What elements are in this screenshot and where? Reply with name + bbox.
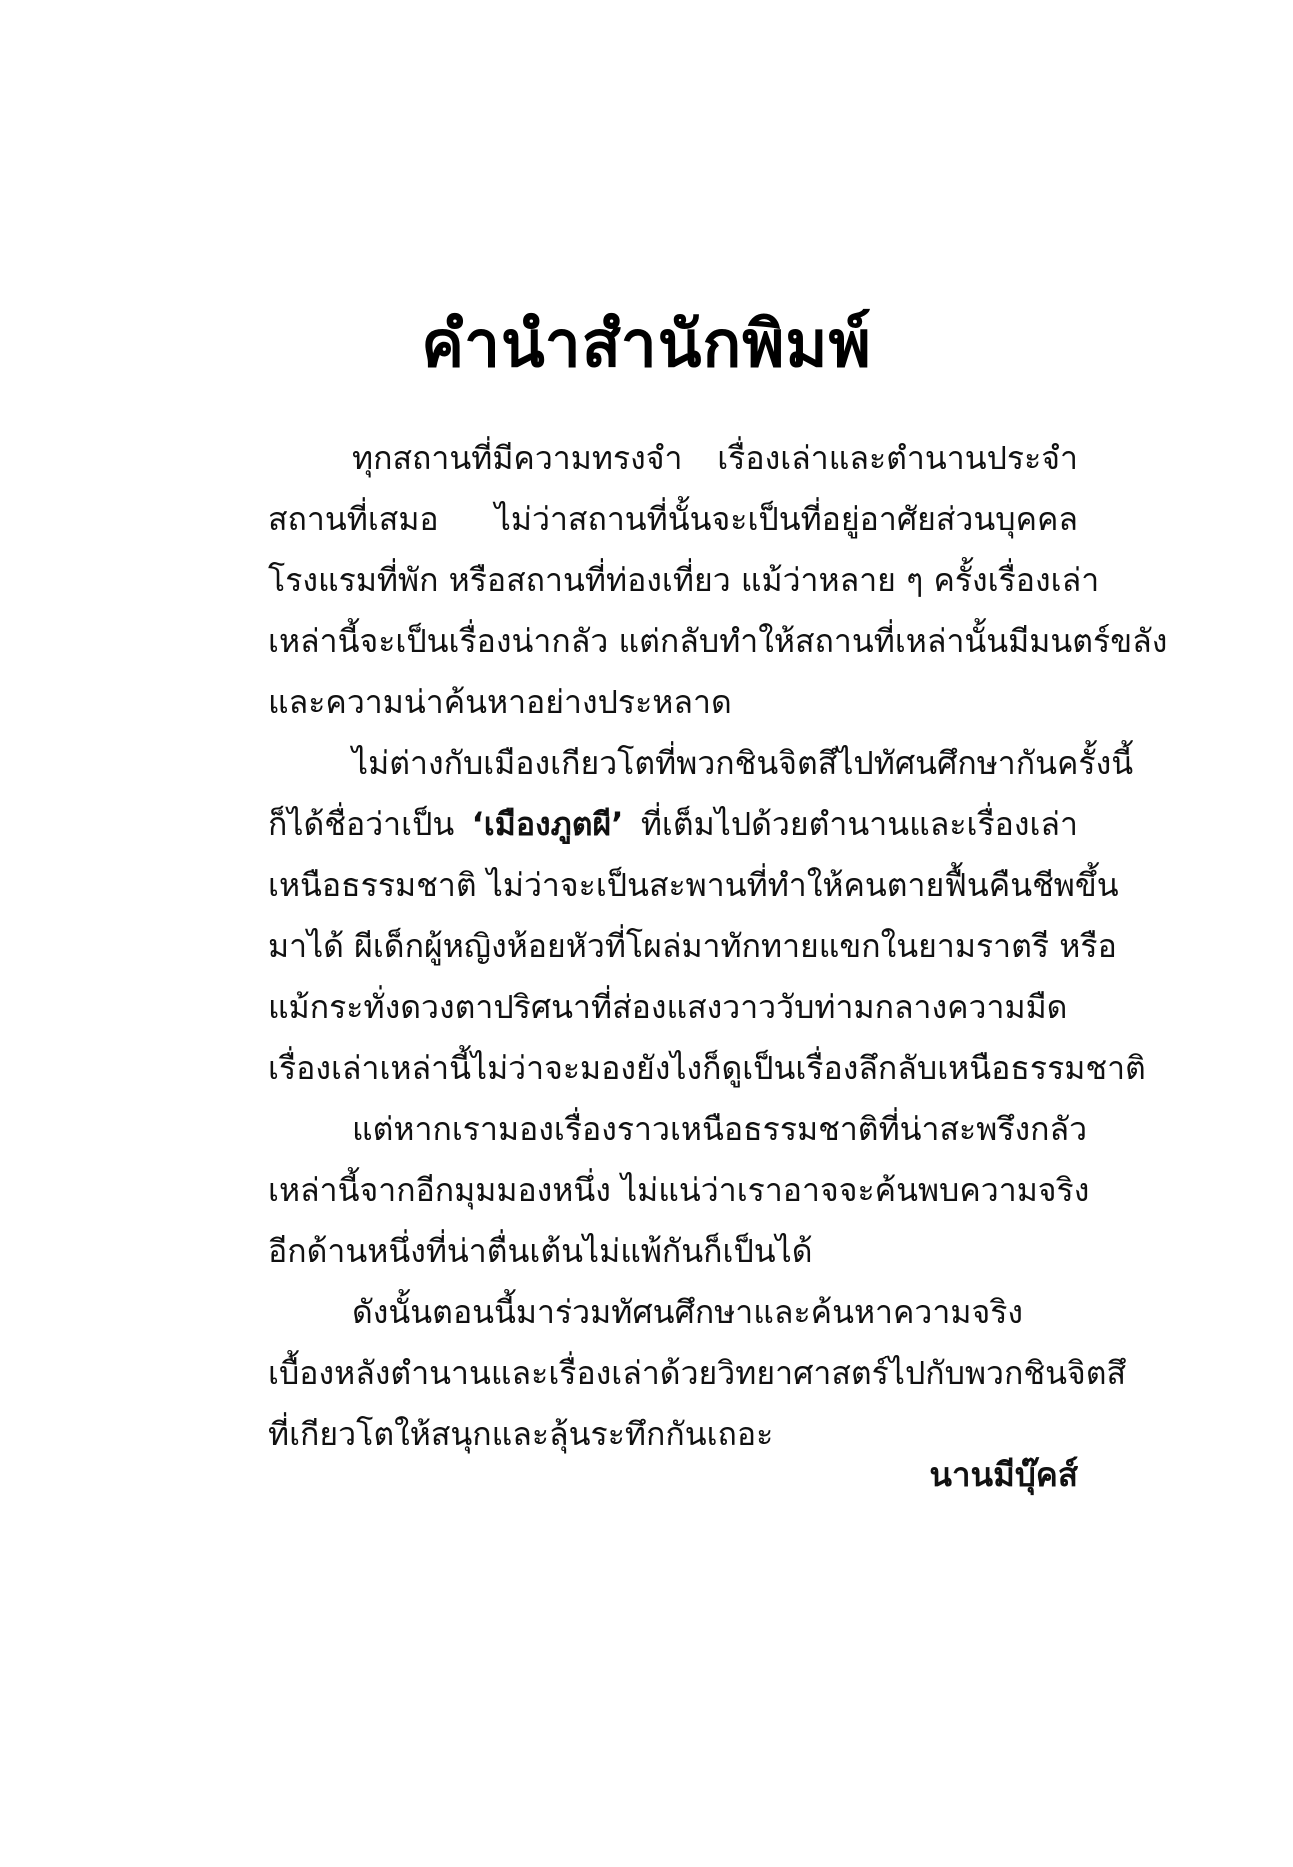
paragraph-4-line-1: ดังนั้นตอนนี้มาร่วมทัศนศึกษาและค้นหาความจริง bbox=[352, 1293, 1024, 1331]
paragraph-2-line-6: เรื่องเล่าเหล่านี้ไม่ว่าจะมองยังไงก็ดูเป็นเรื่องลึกลับเหนือธรรมชาติ bbox=[268, 1049, 1146, 1087]
paragraph-2-line-2 bbox=[268, 794, 1078, 855]
preface-body bbox=[268, 428, 1168, 1465]
paragraph-2-line-5: แม้กระทั่งดวงตาปริศนาที่ส่องแสงวาววับท่ามกลางความมืด bbox=[268, 988, 1068, 1026]
paragraph-1-line-3: โรงแรมที่พัก หรือสถานที่ท่องเที่ยว แม้ว่าหลาย ๆ ครั้งเรื่องเล่า bbox=[268, 561, 1100, 599]
city-nickname-emphasis: ‘เมืองภูตผี’ bbox=[471, 805, 624, 843]
paragraph-2-line-4: มาได้ ผีเด็กผู้หญิงห้อยหัวที่โผล่มาทักทายแขกในยามราตรี หรือ bbox=[268, 927, 1117, 965]
paragraph-4-line-3: ที่เกียวโตให้สนุกและลุ้นระทึกกันเถอะ bbox=[268, 1415, 774, 1453]
paragraph-3-line-2: เหล่านี้จากอีกมุมมองหนึ่ง ไม่แน่ว่าเราอาจจะค้นพบความจริง bbox=[268, 1171, 1090, 1209]
paragraph-4-line-2: เบื้องหลังตำนานและเรื่องเล่าด้วยวิทยาศาสตร์ไปกับพวกชินจิตสึ bbox=[268, 1354, 1127, 1392]
paragraph-1-line-1: ทุกสถานที่มีความทรงจำ เรื่องเล่าและตำนานประจำ bbox=[352, 439, 1078, 477]
paragraph-2-line-3: เหนือธรรมชาติ ไม่ว่าจะเป็นสะพานที่ทำให้คนตายฟื้นคืนชีพขึ้น bbox=[268, 866, 1119, 904]
paragraph-1-line-4: เหล่านี้จะเป็นเรื่องน่ากลัว แต่กลับทำให้สถานที่เหล่านั้นมีมนตร์ขลัง bbox=[268, 622, 1168, 660]
paragraph-3-line-1: แต่หากเรามองเรื่องราวเหนือธรรมชาติที่น่าสะพรึงกลัว bbox=[352, 1110, 1088, 1148]
paragraph-1-line-2: สถานที่เสมอ ไม่ว่าสถานที่นั้นจะเป็นที่อยู่อาศัยส่วนบุคคล bbox=[268, 500, 1078, 538]
paragraph-3-line-3: อีกด้านหนึ่งที่น่าตื่นเต้นไม่แพ้กันก็เป็นได้ bbox=[268, 1232, 813, 1270]
paragraph-2-line-2-pre: ก็ได้ชื่อว่าเป็น bbox=[268, 805, 472, 843]
paragraph-2-line-1: ไม่ต่างกับเมืองเกียวโตที่พวกชินจิตสึไปทัศนศึกษากันครั้งนี้ bbox=[352, 744, 1134, 782]
page-title: คำนำสำนักพิมพ์ bbox=[421, 307, 872, 382]
paragraph-1-line-5: และความน่าค้นหาอย่างประหลาด bbox=[268, 683, 732, 721]
paragraph-2-line-2-post: ที่เต็มไปด้วยตำนานและเรื่องเล่า bbox=[623, 805, 1078, 843]
publisher-signature: นานมีบุ๊คส์ bbox=[929, 1455, 1078, 1494]
